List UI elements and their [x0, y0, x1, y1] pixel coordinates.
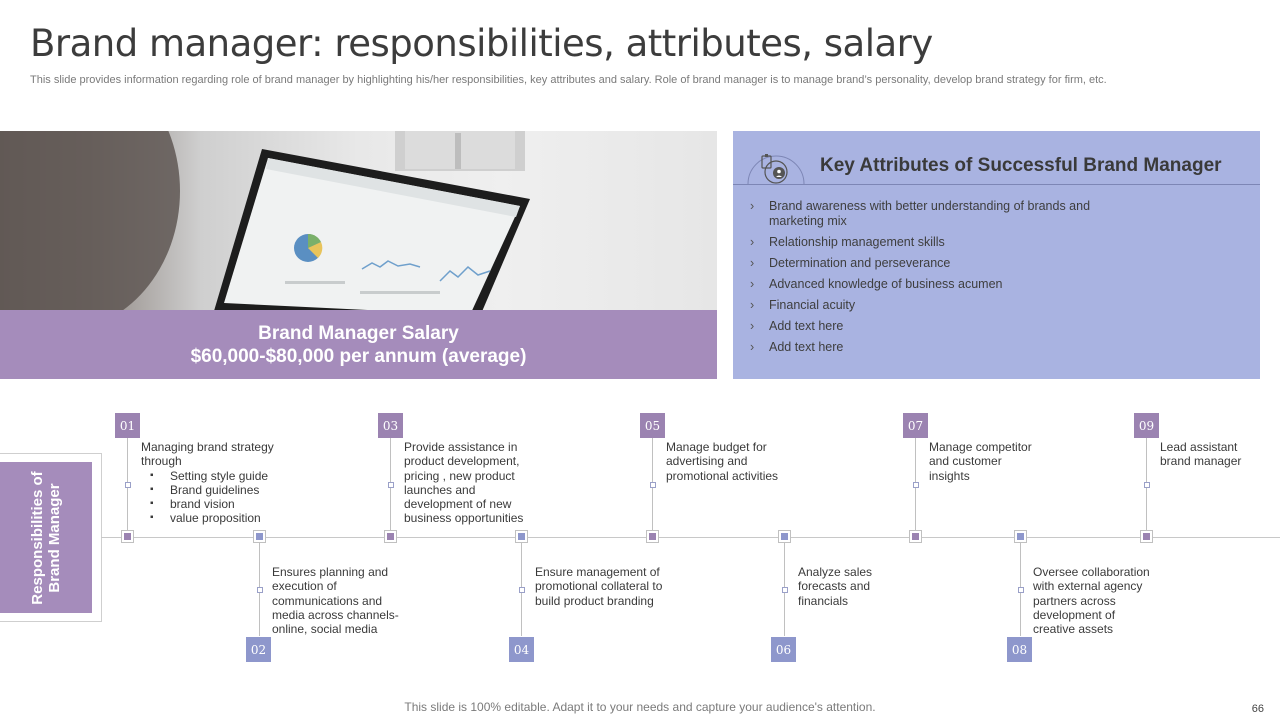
list-item: › Determination and perseverance — [750, 256, 1130, 271]
page-number: 66 — [1251, 703, 1264, 715]
step-badge: 03 — [378, 413, 403, 438]
step-badge: 02 — [246, 637, 271, 662]
step-badge: 09 — [1134, 413, 1159, 438]
attributes-title: Key Attributes of Successful Brand Manager — [820, 155, 1222, 176]
list-item: ▪ value proposition — [150, 511, 281, 525]
step-text: Oversee collaboration with external agency partners across development of creative assets — [1033, 565, 1150, 637]
timeline-marker — [122, 531, 133, 542]
footer-note: This slide is 100% editable. Adapt it to your needs and capture your audience's attention. — [404, 700, 876, 714]
step-text: Manage competitor and customer insights — [929, 440, 1032, 483]
salary-heading: Brand Manager Salary — [258, 323, 459, 344]
responsibilities-label: Responsibilities of Brand Manager — [29, 471, 63, 605]
laptop-photo — [0, 131, 717, 310]
connector-dot — [1018, 587, 1024, 593]
list-item: › Advanced knowledge of business acumen — [750, 277, 1130, 292]
list-item: › Brand awareness with better understanding of brands and marketing mix — [750, 199, 1130, 228]
connector-dot — [125, 482, 131, 488]
list-item: ▪ Setting style guide — [150, 469, 281, 483]
connector-dot — [388, 482, 394, 488]
step-badge: 05 — [640, 413, 665, 438]
timeline-axis — [101, 537, 1280, 538]
step-badge: 07 — [903, 413, 928, 438]
connector-dot — [1144, 482, 1150, 488]
connector-dot — [782, 587, 788, 593]
salary-banner — [0, 310, 717, 379]
slide-subtitle: This slide provides information regarding role of brand manager by highlighting his/her responsibilities, key attributes and salary. Role of brand manager is to manage brand’s personality, develop brand strategy for firm, etc. — [30, 74, 1107, 86]
connector-dot — [519, 587, 525, 593]
step-text: Ensure management of promotional collateral to build product branding — [535, 565, 663, 608]
step-text: Manage budget for advertising and promotional activities — [666, 440, 779, 483]
step-text: Ensures planning and execution of communications and media across channels- online, social media — [272, 565, 399, 637]
step-text: Lead assistant brand manager — [1160, 440, 1242, 469]
timeline-marker — [1141, 531, 1152, 542]
slide-title: Brand manager: responsibilities, attributes, salary — [30, 22, 933, 65]
step-badge: 08 — [1007, 637, 1032, 662]
timeline-marker — [647, 531, 658, 542]
step-bullets — [141, 469, 281, 526]
step-text: Provide assistance in product development, pricing , new product launches and development of new business opportunities — [404, 440, 524, 526]
list-item: › Relationship management skills — [750, 235, 1130, 250]
step-text — [141, 440, 281, 526]
list-item: ▪ brand vision — [150, 497, 281, 511]
salary-value: $60,000-$80,000 per annum (average) — [190, 346, 527, 367]
step-badge: 04 — [509, 637, 534, 662]
timeline-marker — [385, 531, 396, 542]
brand-manager-icon — [746, 146, 806, 186]
timeline-marker — [779, 531, 790, 542]
step-text: Analyze sales forecasts and financials — [798, 565, 873, 608]
connector-dot — [650, 482, 656, 488]
timeline-marker — [516, 531, 527, 542]
attributes-divider — [733, 184, 1260, 185]
connector-dot — [913, 482, 919, 488]
step-badge: 01 — [115, 413, 140, 438]
attributes-list — [750, 199, 1130, 361]
step-badge: 06 — [771, 637, 796, 662]
connector-dot — [257, 587, 263, 593]
list-item: › Add text here — [750, 319, 1130, 334]
step-description: Managing brand strategy through — [141, 440, 274, 469]
timeline-marker — [254, 531, 265, 542]
list-item: › Add text here — [750, 340, 1130, 355]
list-item: › Financial acuity — [750, 298, 1130, 313]
timeline-marker — [1015, 531, 1026, 542]
list-item: ▪ Brand guidelines — [150, 483, 281, 497]
timeline-marker — [910, 531, 921, 542]
